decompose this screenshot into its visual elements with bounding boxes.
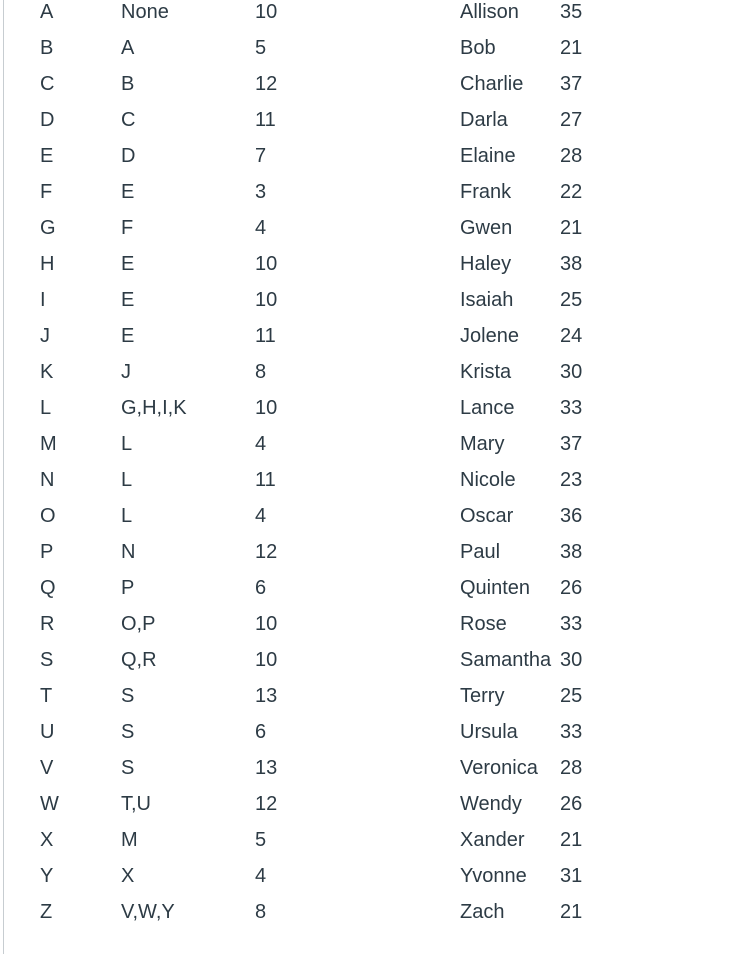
predecessor-cell: B bbox=[121, 73, 135, 95]
age-cell: 37 bbox=[560, 73, 583, 95]
duration-cell: 4 bbox=[255, 217, 267, 239]
person-name-cell: Allison bbox=[460, 1, 519, 23]
task-cell: Q bbox=[40, 577, 56, 599]
duration-cell: 10 bbox=[255, 649, 278, 671]
person-name-cell: Gwen bbox=[460, 217, 513, 239]
task-cell: B bbox=[40, 37, 54, 59]
person-name-cell: Elaine bbox=[460, 145, 516, 167]
person-name-cell: Zach bbox=[460, 901, 505, 923]
duration-cell: 5 bbox=[255, 37, 267, 59]
duration-cell: 8 bbox=[255, 361, 267, 383]
duration-cell: 6 bbox=[255, 721, 267, 743]
table-row bbox=[0, 426, 620, 462]
person-name-cell: Xander bbox=[460, 829, 525, 851]
duration-cell: 10 bbox=[255, 289, 278, 311]
task-cell: N bbox=[40, 469, 55, 491]
duration-cell: 6 bbox=[255, 577, 267, 599]
table-row bbox=[0, 786, 620, 822]
age-cell: 38 bbox=[560, 253, 583, 275]
table-row bbox=[0, 354, 620, 390]
task-cell: K bbox=[40, 361, 54, 383]
person-name-cell: Frank bbox=[460, 181, 512, 203]
predecessor-cell: C bbox=[121, 109, 136, 131]
age-cell: 21 bbox=[560, 37, 583, 59]
task-cell: J bbox=[40, 325, 50, 347]
duration-cell: 13 bbox=[255, 685, 278, 707]
predecessor-cell: N bbox=[121, 541, 136, 563]
task-cell: S bbox=[40, 649, 54, 671]
table-row bbox=[0, 822, 620, 858]
task-cell: V bbox=[40, 757, 54, 779]
duration-cell: 4 bbox=[255, 865, 267, 887]
age-cell: 21 bbox=[560, 901, 583, 923]
age-cell: 28 bbox=[560, 145, 583, 167]
predecessor-cell: E bbox=[121, 253, 135, 275]
person-name-cell: Darla bbox=[460, 109, 508, 131]
table-row bbox=[0, 714, 620, 750]
task-cell: F bbox=[40, 181, 53, 203]
task-cell: C bbox=[40, 73, 55, 95]
task-cell: M bbox=[40, 433, 57, 455]
predecessor-cell: V,W,Y bbox=[121, 901, 175, 923]
age-cell: 26 bbox=[560, 793, 583, 815]
table-row bbox=[0, 390, 620, 426]
predecessor-cell: L bbox=[121, 505, 133, 527]
task-cell: I bbox=[40, 289, 46, 311]
duration-cell: 12 bbox=[255, 541, 278, 563]
table-row bbox=[0, 606, 620, 642]
person-name-cell: Jolene bbox=[460, 325, 519, 347]
duration-cell: 4 bbox=[255, 433, 267, 455]
predecessor-cell: L bbox=[121, 469, 133, 491]
age-cell: 23 bbox=[560, 469, 583, 491]
predecessor-cell: J bbox=[121, 361, 131, 383]
task-cell: A bbox=[40, 1, 54, 23]
task-cell: W bbox=[40, 793, 59, 815]
table-row bbox=[0, 894, 620, 930]
predecessor-cell: G,H,I,K bbox=[121, 397, 187, 419]
table-row bbox=[0, 570, 620, 606]
predecessor-cell: M bbox=[121, 829, 138, 851]
task-cell: O bbox=[40, 505, 56, 527]
predecessor-cell: L bbox=[121, 433, 133, 455]
person-name-cell: Rose bbox=[460, 613, 507, 635]
table-row bbox=[0, 174, 620, 210]
table-row bbox=[0, 246, 620, 282]
person-name-cell: Krista bbox=[460, 361, 512, 383]
person-name-cell: Haley bbox=[460, 253, 512, 275]
table-row bbox=[0, 30, 620, 66]
task-cell: H bbox=[40, 253, 55, 275]
predecessor-cell: A bbox=[121, 37, 135, 59]
duration-cell: 12 bbox=[255, 793, 278, 815]
task-cell: Y bbox=[40, 865, 54, 887]
table-row bbox=[0, 318, 620, 354]
age-cell: 25 bbox=[560, 685, 583, 707]
table-row bbox=[0, 138, 620, 174]
task-cell: X bbox=[40, 829, 54, 851]
person-name-cell: Samantha bbox=[460, 649, 552, 671]
duration-cell: 13 bbox=[255, 757, 278, 779]
predecessor-cell: F bbox=[121, 217, 134, 239]
duration-cell: 10 bbox=[255, 397, 278, 419]
table-row bbox=[0, 858, 620, 894]
duration-cell: 11 bbox=[255, 109, 276, 131]
person-name-cell: Terry bbox=[460, 685, 505, 707]
predecessor-cell: E bbox=[121, 181, 135, 203]
person-name-cell: Charlie bbox=[460, 73, 524, 95]
age-cell: 30 bbox=[560, 361, 583, 383]
table-row bbox=[0, 642, 620, 678]
age-cell: 33 bbox=[560, 613, 583, 635]
person-name-cell: Bob bbox=[460, 37, 496, 59]
table-row bbox=[0, 66, 620, 102]
duration-cell: 10 bbox=[255, 253, 278, 275]
age-cell: 26 bbox=[560, 577, 583, 599]
duration-cell: 10 bbox=[255, 1, 278, 23]
task-cell: R bbox=[40, 613, 55, 635]
duration-cell: 3 bbox=[255, 181, 267, 203]
predecessor-cell: O,P bbox=[121, 613, 156, 635]
age-cell: 28 bbox=[560, 757, 583, 779]
predecessor-cell: D bbox=[121, 145, 136, 167]
task-cell: Z bbox=[40, 901, 53, 923]
age-cell: 21 bbox=[560, 217, 583, 239]
table-row bbox=[0, 498, 620, 534]
duration-cell: 7 bbox=[255, 145, 267, 167]
table-row bbox=[0, 534, 620, 570]
predecessor-cell: S bbox=[121, 757, 135, 779]
task-cell: T bbox=[40, 685, 53, 707]
predecessor-cell: E bbox=[121, 325, 135, 347]
person-name-cell: Lance bbox=[460, 397, 515, 419]
predecessor-cell: T,U bbox=[121, 793, 151, 815]
task-cell: D bbox=[40, 109, 55, 131]
duration-cell: 11 bbox=[255, 469, 276, 491]
task-cell: P bbox=[40, 541, 54, 563]
table-row bbox=[0, 210, 620, 246]
duration-cell: 4 bbox=[255, 505, 267, 527]
predecessor-cell: P bbox=[121, 577, 135, 599]
table-row bbox=[0, 102, 620, 138]
predecessor-cell: E bbox=[121, 289, 135, 311]
age-cell: 37 bbox=[560, 433, 583, 455]
task-cell: U bbox=[40, 721, 55, 743]
task-cell: L bbox=[40, 397, 52, 419]
table-row bbox=[0, 750, 620, 786]
table-row bbox=[0, 0, 620, 30]
age-cell: 36 bbox=[560, 505, 583, 527]
predecessor-cell: X bbox=[121, 865, 135, 887]
person-name-cell: Quinten bbox=[460, 577, 531, 599]
age-cell: 25 bbox=[560, 289, 583, 311]
duration-cell: 10 bbox=[255, 613, 278, 635]
person-name-cell: Ursula bbox=[460, 721, 518, 743]
age-cell: 24 bbox=[560, 325, 583, 347]
predecessor-cell: S bbox=[121, 721, 135, 743]
age-cell: 30 bbox=[560, 649, 583, 671]
person-name-cell: Yvonne bbox=[460, 865, 527, 887]
person-name-cell: Mary bbox=[460, 433, 505, 455]
age-cell: 21 bbox=[560, 829, 583, 851]
task-cell: G bbox=[40, 217, 56, 239]
age-cell: 27 bbox=[560, 109, 583, 131]
person-name-cell: Isaiah bbox=[460, 289, 514, 311]
predecessor-cell: S bbox=[121, 685, 135, 707]
age-cell: 31 bbox=[560, 865, 583, 887]
duration-cell: 11 bbox=[255, 325, 276, 347]
duration-cell: 12 bbox=[255, 73, 278, 95]
table-row bbox=[0, 462, 620, 498]
age-cell: 22 bbox=[560, 181, 583, 203]
table-row bbox=[0, 678, 620, 714]
predecessor-cell: None bbox=[121, 1, 169, 23]
person-name-cell: Veronica bbox=[460, 757, 538, 779]
predecessor-cell: Q,R bbox=[121, 649, 157, 671]
age-cell: 33 bbox=[560, 721, 583, 743]
person-name-cell: Wendy bbox=[460, 793, 522, 815]
table-row bbox=[0, 282, 620, 318]
age-cell: 38 bbox=[560, 541, 583, 563]
task-cell: E bbox=[40, 145, 54, 167]
person-name-cell: Paul bbox=[460, 541, 501, 563]
duration-cell: 8 bbox=[255, 901, 267, 923]
person-name-cell: Oscar bbox=[460, 505, 514, 527]
age-cell: 35 bbox=[560, 1, 583, 23]
person-name-cell: Nicole bbox=[460, 469, 516, 491]
age-cell: 33 bbox=[560, 397, 583, 419]
duration-cell: 5 bbox=[255, 829, 267, 851]
